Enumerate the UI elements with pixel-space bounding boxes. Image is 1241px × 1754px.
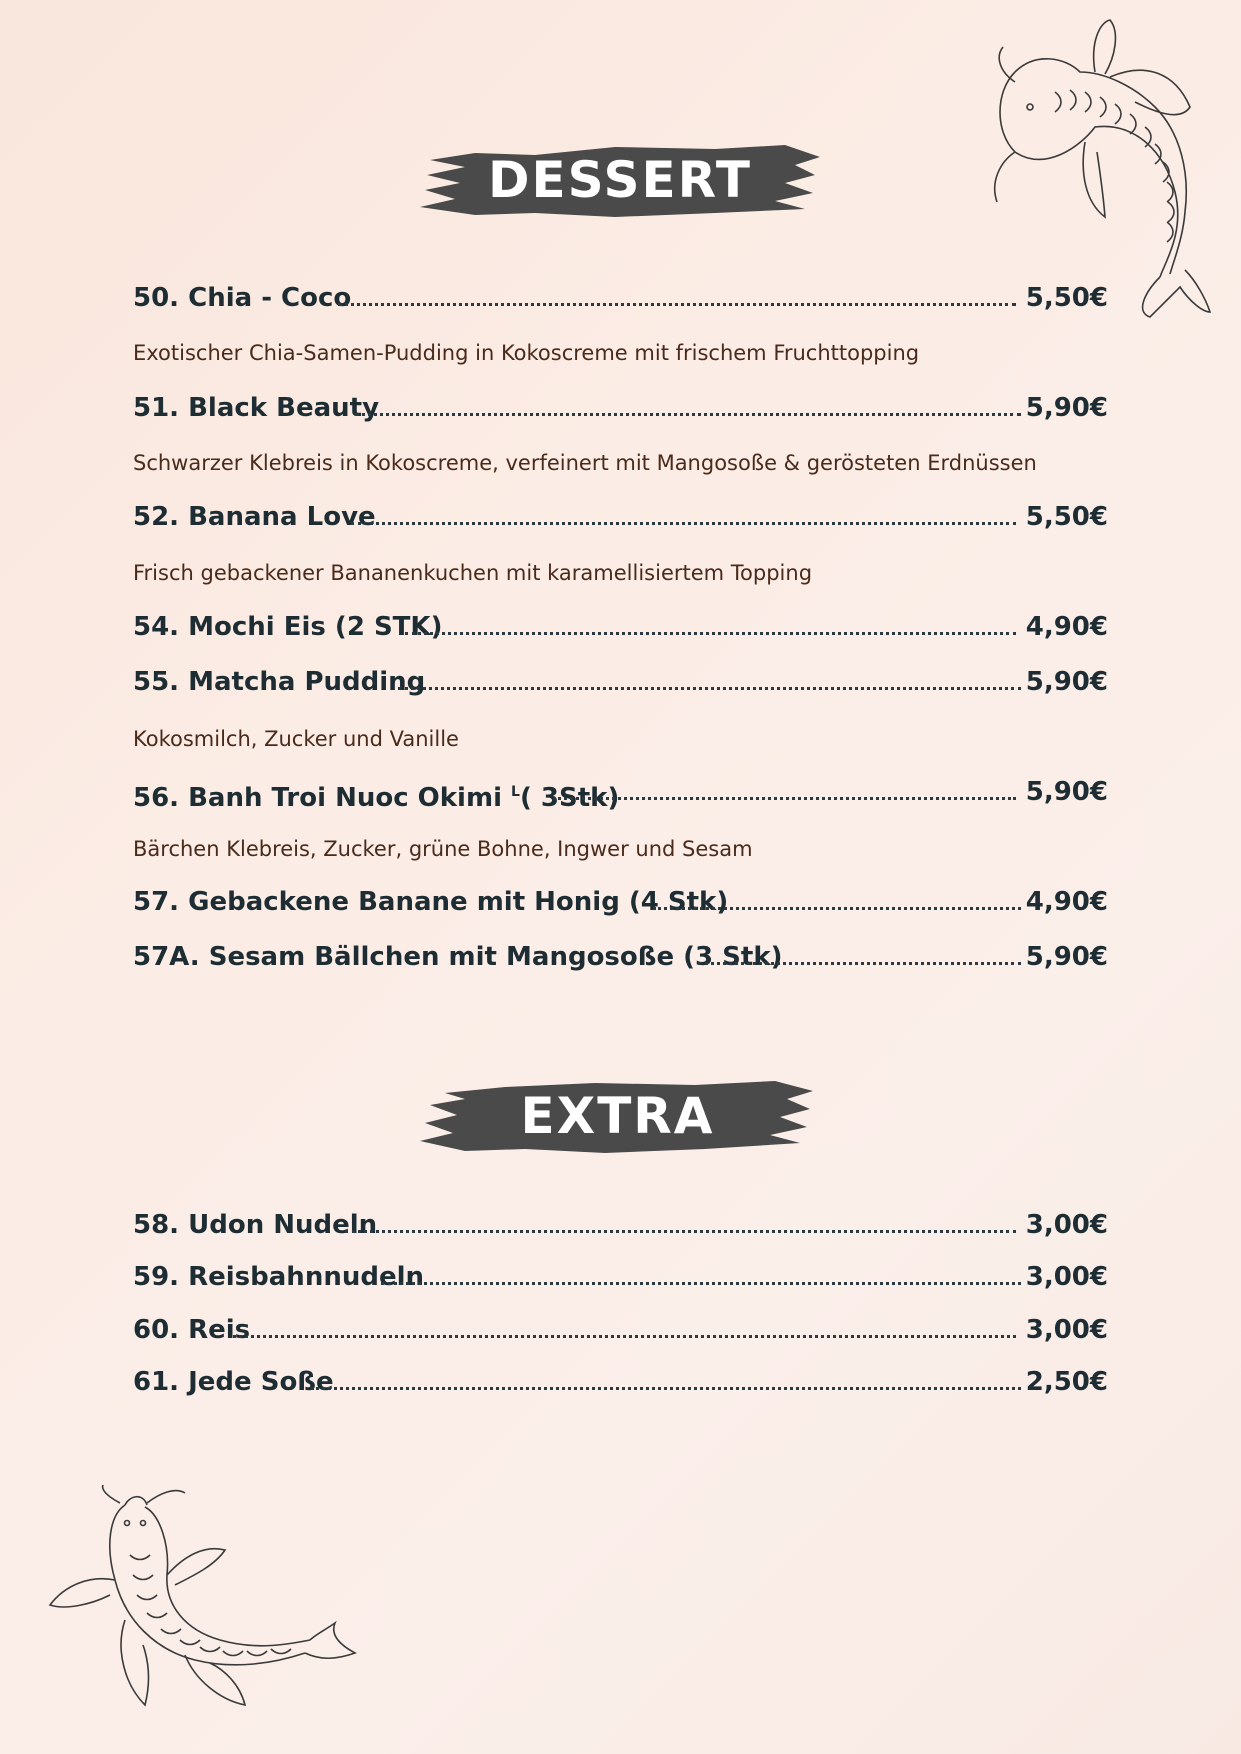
item-name [133, 775, 619, 815]
dot-leader [351, 522, 1016, 525]
menu-item [133, 1313, 1108, 1347]
item-name: 52. Banana Love [133, 502, 376, 532]
item-price: 5,90€ [1025, 393, 1108, 423]
item-price: 5,50€ [1025, 283, 1108, 313]
menu-item [133, 610, 1108, 644]
item-description: Kokosmilch, Zucker und Vanille [133, 727, 459, 751]
item-price: 2,50€ [1025, 1367, 1108, 1397]
dessert-heading [415, 135, 825, 225]
section-title: EXTRA [520, 1087, 715, 1145]
item-name-text: 56. Banh Troi Nuoc Okimi [133, 783, 502, 813]
item-price: 5,50€ [1025, 502, 1108, 532]
item-name: 55. Matcha Pudding [133, 667, 426, 697]
dot-leader [355, 413, 1021, 416]
menu-item [133, 665, 1108, 699]
dot-leader [698, 962, 1021, 965]
menu-item [133, 1208, 1108, 1242]
item-description: Exotischer Chia-Samen-Pudding in Kokoscreme mit frischem Fruchttopping [133, 341, 920, 365]
dot-leader [311, 1387, 1021, 1390]
menu-item [133, 281, 1108, 315]
menu-item [133, 940, 1108, 974]
item-price: 3,00€ [1025, 1210, 1108, 1240]
dot-leader [381, 1282, 1021, 1285]
item-price: 5,90€ [1025, 667, 1108, 697]
item-name: 61. Jede Soße [133, 1367, 334, 1397]
item-name: 57. Gebackene Banane mit Honig (4 Stk) [133, 887, 729, 917]
extra-heading [415, 1071, 820, 1161]
item-description: Bärchen Klebreis, Zucker, grüne Bohne, Ingwer und Sesam [133, 837, 753, 861]
item-price: 3,00€ [1025, 1315, 1108, 1345]
item-name: 51. Black Beauty [133, 393, 380, 423]
dot-leader [653, 907, 1021, 910]
dot-leader [233, 1335, 1016, 1338]
item-price: 4,90€ [1025, 887, 1108, 917]
item-price: 4,90€ [1025, 612, 1108, 642]
item-name: 59. Reisbahnnudeln [133, 1262, 425, 1292]
item-name: 54. Mochi Eis (2 STK) [133, 612, 443, 642]
item-name-suffix: ( 3Stk) [519, 783, 620, 813]
item-price: 3,00€ [1025, 1262, 1108, 1292]
item-name: 58. Udon Nudeln [133, 1210, 378, 1240]
section-title: DESSERT [488, 151, 752, 209]
menu-item [133, 1365, 1108, 1399]
menu-item [133, 391, 1108, 425]
menu-item [133, 885, 1108, 919]
item-name: 50. Chia - Coco [133, 283, 352, 313]
dot-leader [553, 797, 1016, 800]
dot-leader [398, 687, 1021, 690]
dot-leader [338, 303, 1016, 306]
item-name: 57A. Sesam Bällchen mit Mangosoße (3 Stk) [133, 942, 783, 972]
koi-fish-icon [985, 12, 1215, 322]
koi-fish-icon [35, 1485, 365, 1725]
dot-leader [345, 1230, 1016, 1233]
item-description: Schwarzer Klebreis in Kokoscreme, verfeinert mit Mangosoße & gerösteten Erdnüssen [133, 451, 1037, 475]
menu-item [133, 500, 1108, 534]
item-name: 60. Reis [133, 1315, 251, 1345]
item-description: Frisch gebackener Bananenkuchen mit karamellisiertem Topping [133, 561, 813, 585]
menu-item [133, 1260, 1108, 1294]
dot-leader [405, 632, 1016, 635]
menu-item [133, 775, 1108, 813]
item-price: 5,90€ [1025, 777, 1108, 807]
allergen-marker: L [511, 784, 520, 800]
item-price: 5,90€ [1025, 942, 1108, 972]
